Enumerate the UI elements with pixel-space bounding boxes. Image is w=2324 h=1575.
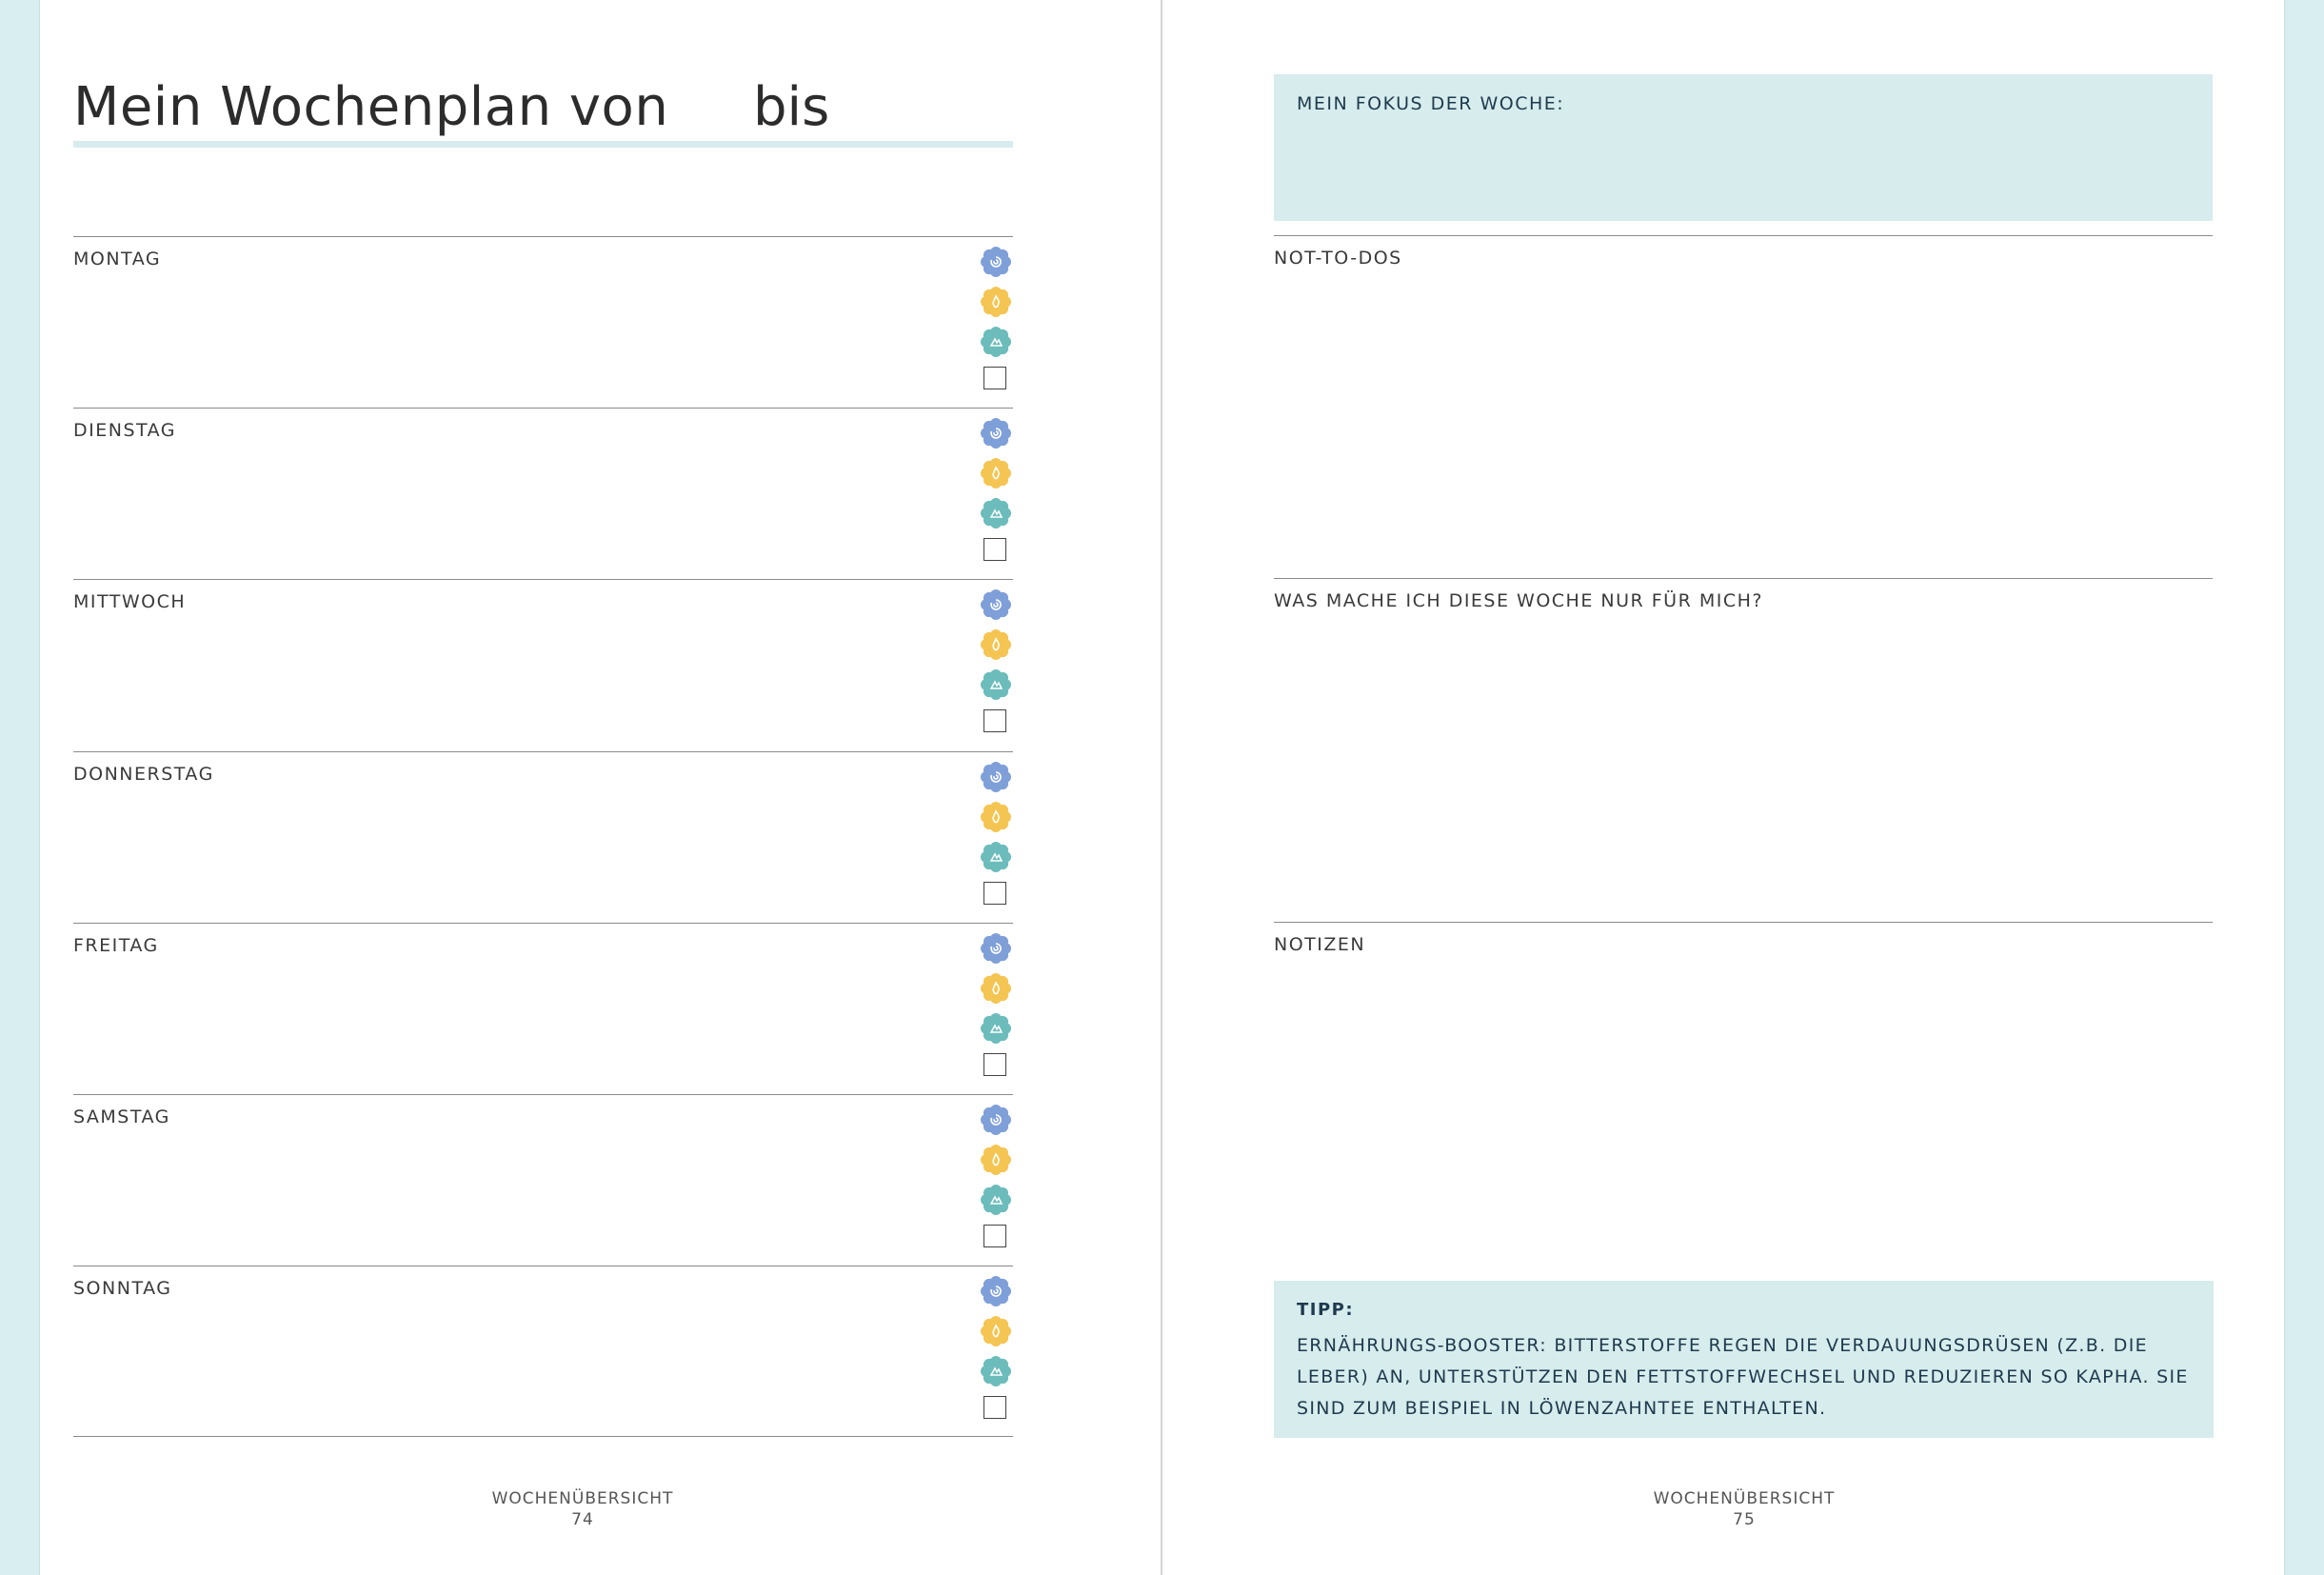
section-label: NOTIZEN — [1274, 934, 1366, 955]
vata-icon — [981, 762, 1011, 792]
section-label: NOT-TO-DOS — [1274, 248, 1402, 269]
page-number: 75 — [1733, 1510, 1756, 1529]
section-notes[interactable] — [1274, 922, 2213, 1266]
day-row-mittwoch[interactable] — [73, 579, 1013, 751]
day-row-samstag[interactable] — [73, 1094, 1013, 1266]
title-text: Mein Wochenplan von — [73, 76, 669, 138]
day-label: DONNERSTAG — [73, 763, 214, 785]
vata-icon — [981, 247, 1011, 277]
day-label: FREITAG — [73, 934, 159, 956]
focus-label: MEIN FOKUS DER WOCHE: — [1297, 93, 1565, 114]
kapha-icon — [981, 1185, 1011, 1215]
kapha-icon — [981, 842, 1011, 872]
pitta-icon — [981, 458, 1011, 488]
vata-icon — [981, 1276, 1011, 1306]
pitta-icon — [981, 1145, 1011, 1175]
day-row-freitag[interactable] — [73, 923, 1013, 1095]
section-just-for-me[interactable] — [1274, 578, 2213, 922]
dosha-icons — [981, 1105, 1013, 1247]
pitta-icon — [981, 802, 1011, 832]
dosha-icons — [981, 933, 1013, 1076]
day-label: MITTWOCH — [73, 591, 187, 613]
tip-text: ERNÄHRUNGS-BOOSTER: BITTERSTOFFE REGEN DIE VERDAUUNGSDRÜSEN (Z.B. DIE LEBER) AN, UNTERSTÜTZEN DEN FETTSTOFFWECHSEL UND REDUZIEREN SO KAPHA. SIE SIND ZUM BEISPIEL IN LÖWENZAHNTEE ENTHALTEN. — [1297, 1335, 2189, 1419]
pitta-icon — [981, 1316, 1011, 1346]
day-checkbox[interactable] — [983, 367, 1006, 389]
day-checkbox[interactable] — [983, 538, 1006, 561]
day-label: DIENSTAG — [73, 420, 177, 442]
page-number: 74 — [571, 1510, 594, 1529]
focus-of-week-box[interactable] — [1274, 74, 2213, 221]
day-row-sonntag[interactable] — [73, 1266, 1013, 1438]
kapha-icon — [981, 1013, 1011, 1044]
vata-icon — [981, 933, 1011, 964]
day-checkbox[interactable] — [983, 1225, 1006, 1247]
days-bottom-rule — [73, 1436, 1013, 1437]
day-label: SAMSTAG — [73, 1106, 170, 1127]
day-checkbox[interactable] — [983, 1053, 1006, 1076]
footer-left — [392, 1488, 773, 1530]
pitta-icon — [981, 629, 1011, 660]
title-underline — [73, 141, 1013, 148]
day-label: SONNTAG — [73, 1278, 172, 1300]
pitta-icon — [981, 287, 1011, 317]
kapha-icon — [981, 498, 1011, 528]
day-checkbox[interactable] — [983, 1396, 1006, 1419]
section-not-to-dos[interactable] — [1274, 235, 2213, 579]
book-edge-left — [0, 0, 40, 1575]
kapha-icon — [981, 327, 1011, 357]
footer-label: WOCHENÜBERSICHT — [491, 1489, 674, 1508]
dosha-icons — [981, 247, 1013, 389]
vata-icon — [981, 1105, 1011, 1135]
pitta-icon — [981, 973, 1011, 1004]
vata-icon — [981, 418, 1011, 449]
day-row-dienstag[interactable] — [73, 408, 1013, 580]
weekly-plan-title — [73, 76, 1050, 149]
title-bis: bis — [753, 76, 830, 138]
footer-label: WOCHENÜBERSICHT — [1653, 1489, 1836, 1508]
vata-icon — [981, 589, 1011, 620]
day-checkbox[interactable] — [983, 882, 1006, 905]
day-label: MONTAG — [73, 249, 162, 269]
day-checkbox[interactable] — [983, 709, 1006, 732]
tip-box — [1274, 1281, 2214, 1438]
dosha-icons — [981, 589, 1013, 732]
kapha-icon — [981, 669, 1011, 700]
tip-heading: TIPP: — [1297, 1300, 1355, 1320]
kapha-icon — [981, 1356, 1011, 1386]
day-row-donnerstag[interactable] — [73, 751, 1013, 924]
dosha-icons — [981, 762, 1013, 905]
section-label: WAS MACHE ICH DIESE WOCHE NUR FÜR MICH? — [1274, 590, 1763, 611]
dosha-icons — [981, 418, 1013, 561]
day-row-montag[interactable] — [73, 236, 1013, 409]
dosha-icons — [981, 1276, 1013, 1419]
book-edge-right — [2284, 0, 2324, 1575]
footer-right — [1554, 1488, 1935, 1530]
book-spine — [1161, 0, 1162, 1575]
